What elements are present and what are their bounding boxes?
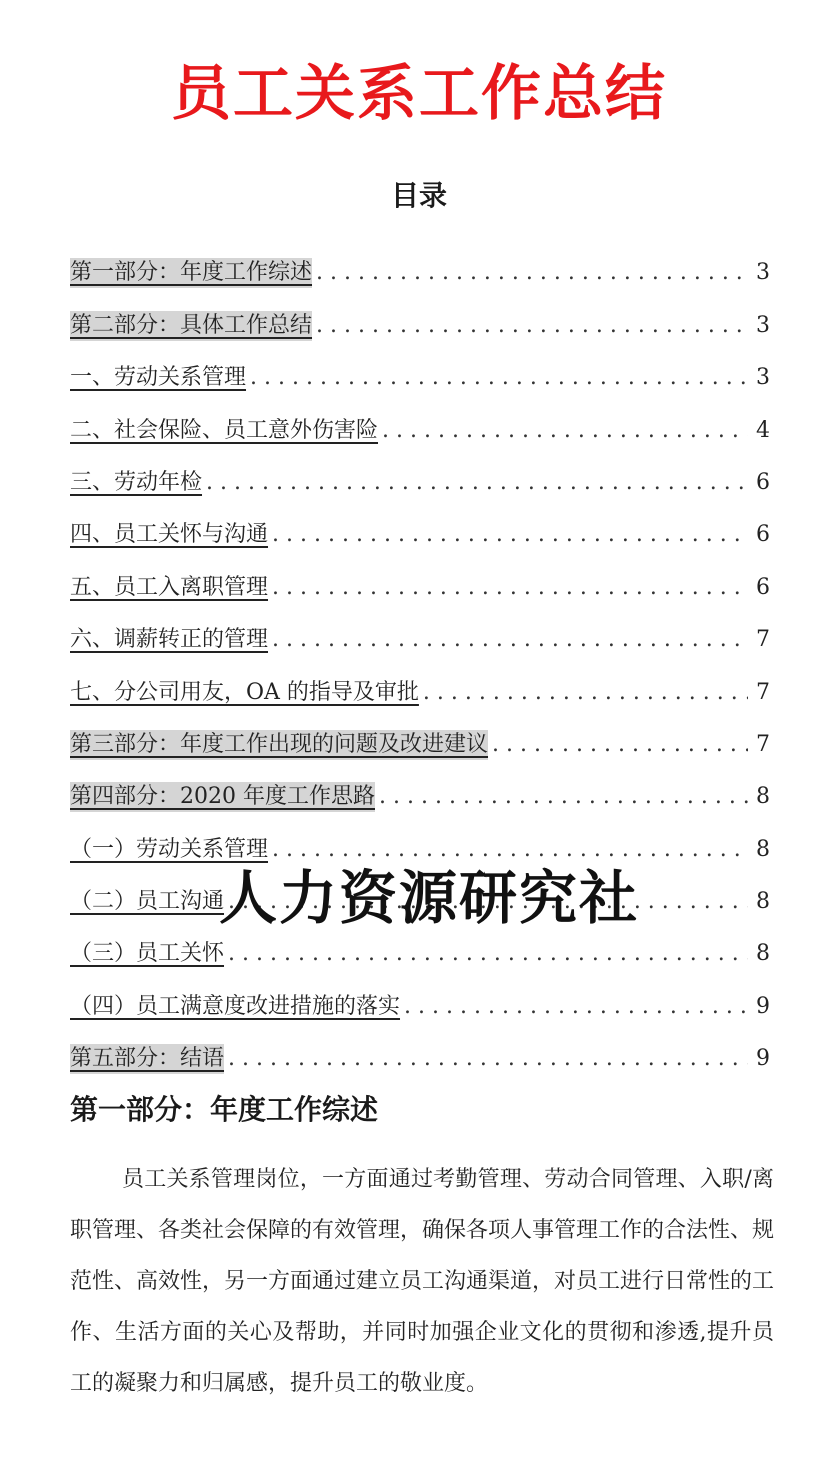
document-title: 员工关系工作总结 [171,59,667,129]
toc-entry[interactable] [70,603,770,655]
toc-entry[interactable] [70,655,770,707]
toc-entry-label[interactable]: 第三部分：年度工作出现的问题及改进建议 [70,730,488,760]
toc-page-number: 8 [756,784,770,810]
toc-entry[interactable] [70,236,770,288]
toc-entry[interactable] [70,498,770,550]
toc-leader-dots [379,782,748,812]
toc-entry[interactable] [70,1022,770,1074]
toc-page-number: 6 [756,469,770,495]
toc-page-number: 7 [756,731,770,757]
toc-leader-dots [272,835,748,865]
toc-page-number: 7 [756,679,770,705]
toc-entry-label[interactable]: 六、调薪转正的管理 [70,627,269,653]
toc-entry-label[interactable]: （三）员工关怀 [70,941,225,967]
toc-entry-label[interactable]: 五、员工入离职管理 [70,574,269,600]
toc-page-number: 9 [756,1046,770,1072]
toc-entry-label[interactable]: 二、社会保险、员工意外伤害险 [70,417,379,443]
toc-entry-label[interactable]: （一）劳动关系管理 [70,836,269,862]
toc-entry[interactable] [70,446,770,498]
toc-page-number: 3 [756,365,770,391]
table-of-contents [70,236,770,1074]
toc-heading: 目录 [390,179,447,212]
toc-leader-dots [382,416,748,446]
toc-page-number: 6 [756,574,770,600]
toc-leader-dots [250,363,748,393]
toc-page-number: 7 [756,627,770,653]
toc-leader-dots [492,730,748,760]
toc-leader-dots [316,311,748,341]
toc-entry[interactable] [70,341,770,393]
toc-entry-label[interactable]: 一、劳动关系管理 [70,365,247,391]
toc-entry-label[interactable]: （二）员工沟通 [70,889,225,915]
toc-entry-label[interactable]: 第一部分：年度工作综述 [70,258,312,288]
body-paragraph: 员工关系管理岗位，一方面通过考勤管理、劳动合同管理、入职/离职管理、各类社会保障的有效管理，确保各项人事管理工作的合法性、规范性、高效性，另一方面通过建立员工沟通渠道，对员工进行日常性的工作、生活方面的关心及帮助，并同时加强企业文化的贯彻和渗透,提升员工的凝聚力和归属感，提升员工的敬业度。 [70,1167,775,1396]
toc-entry-label[interactable]: 第四部分：2020 年度工作思路 [70,782,375,812]
toc-entry-label[interactable]: 七、分公司用友，OA 的指导及审批 [70,679,419,705]
toc-entry-label[interactable]: （四）员工满意度改进措施的落实 [70,993,401,1019]
toc-entry-label[interactable]: 四、员工关怀与沟通 [70,522,269,548]
toc-entry[interactable] [70,288,770,340]
toc-leader-dots [228,939,748,969]
toc-entry[interactable] [70,708,770,760]
toc-leader-dots [404,992,748,1022]
toc-leader-dots [423,678,748,708]
toc-leader-dots [228,1044,748,1074]
toc-page-number: 8 [756,941,770,967]
toc-page-number: 8 [756,836,770,862]
toc-entry[interactable] [70,812,770,864]
toc-entry[interactable] [70,550,770,602]
toc-entry[interactable] [70,393,770,445]
toc-page-number: 4 [756,417,770,443]
toc-entry-label[interactable]: 第五部分：结语 [70,1044,224,1074]
toc-page-number: 6 [756,522,770,548]
toc-leader-dots [316,258,748,288]
toc-entry-label[interactable]: 第二部分：具体工作总结 [70,311,312,341]
toc-entry[interactable] [70,969,770,1021]
toc-page-number: 8 [756,889,770,915]
toc-leader-dots [272,520,748,550]
toc-leader-dots [272,625,748,655]
toc-page-number: 3 [756,312,770,338]
toc-leader-dots [206,468,748,498]
toc-entry[interactable] [70,760,770,812]
toc-entry-label[interactable]: 三、劳动年检 [70,469,203,495]
section-heading: 第一部分：年度工作综述 [70,1093,379,1126]
toc-page-number: 3 [756,260,770,286]
toc-page-number: 9 [756,993,770,1019]
toc-leader-dots [272,573,748,603]
watermark-text: 人力资源研究社 [218,864,639,932]
